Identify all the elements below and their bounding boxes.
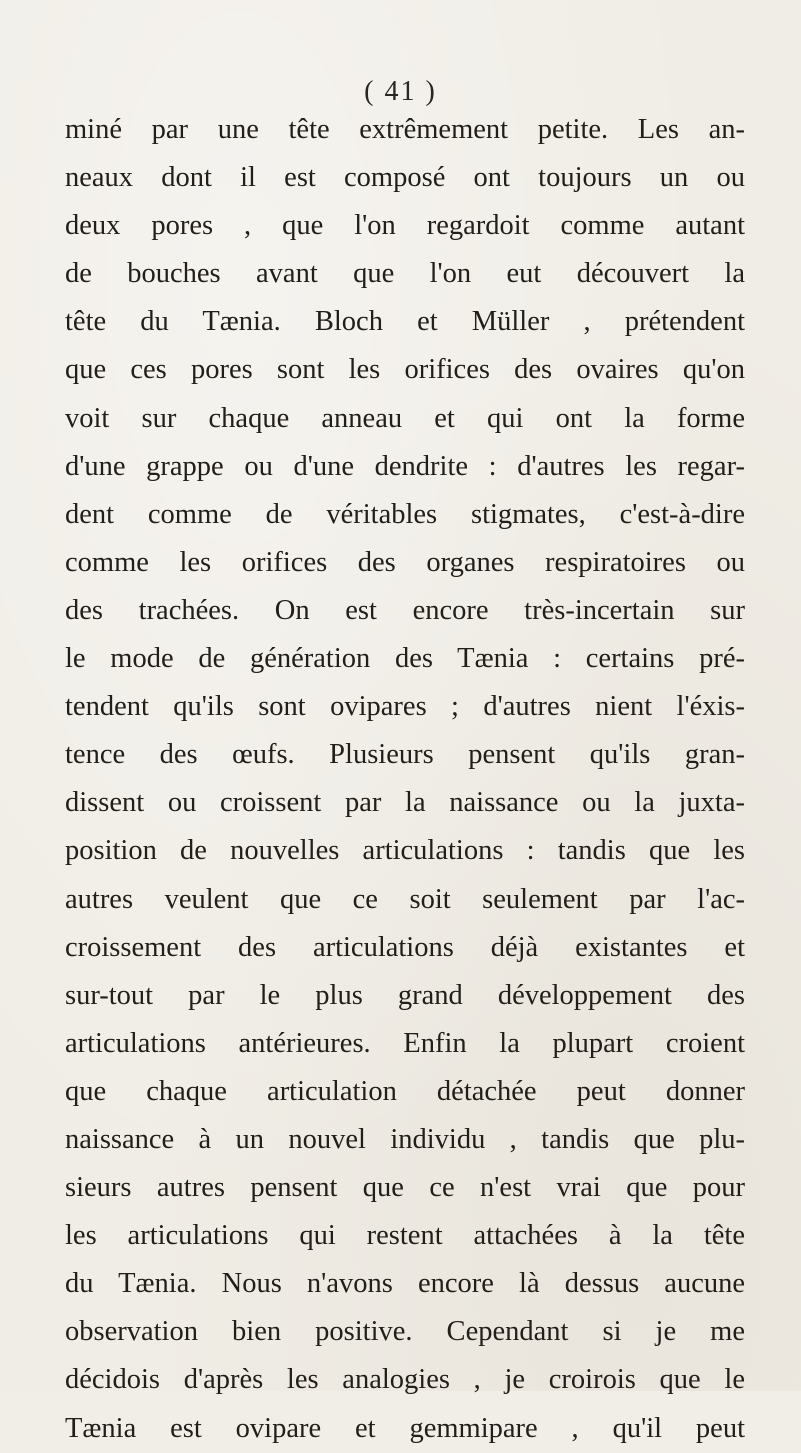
text-line: articulations antérieures. Enfin la plupart croient [65,1027,745,1059]
text-line: tendent qu'ils sont ovipares ; d'autres nient l'éxis- [65,691,745,723]
text-line: sur-tout par le plus grand développement des [65,979,745,1011]
text-line: tête du Tænia. Bloch et Müller , prétendent [65,306,745,338]
text-line: le mode de génération des Tænia : certains pré- [65,643,745,675]
text-line: décidois d'après les analogies , je croirois que le [65,1364,745,1396]
text-line: naissance à un nouvel individu , tandis que plu- [65,1123,745,1155]
text-line: observation bien positive. Cependant si je me [65,1316,745,1348]
text-line: Tænia est ovipare et gemmipare , qu'il peut [65,1412,745,1444]
text-line: tence des œufs. Plusieurs pensent qu'ils gran- [65,739,745,771]
body-text [65,106,745,1453]
text-line: sieurs autres pensent que ce n'est vrai que pour [65,1172,745,1204]
text-line: de bouches avant que l'on eut découvert la [65,258,745,290]
text-line: que chaque articulation détachée peut donner [65,1075,745,1107]
text-line: voit sur chaque anneau et qui ont la forme [65,402,745,434]
text-line: croissement des articulations déjà existantes et [65,931,745,963]
page-number: ( 41 ) [364,76,437,107]
text-line: neaux dont il est composé ont toujours un ou [65,162,745,194]
text-line: les articulations qui restent attachées à la tête [65,1220,745,1252]
text-line: comme les orifices des organes respiratoires ou [65,546,745,578]
text-line: position de nouvelles articulations : tandis que les [65,835,745,867]
text-line: des trachées. On est encore très-incertain sur [65,594,745,626]
text-line: dissent ou croissent par la naissance ou la juxta- [65,787,745,819]
text-line: autres veulent que ce soit seulement par l'ac- [65,883,745,915]
text-line: du Tænia. Nous n'avons encore là dessus aucune [65,1268,745,1300]
text-line: que ces pores sont les orifices des ovaires qu'on [65,354,745,386]
text-line: miné par une tête extrêmement petite. Les an- [65,114,745,145]
text-line: deux pores , que l'on regardoit comme autant [65,210,745,242]
text-line: d'une grappe ou d'une dendrite : d'autres les regar- [65,450,745,482]
text-line: dent comme de véritables stigmates, c'est-à-dire [65,498,745,530]
